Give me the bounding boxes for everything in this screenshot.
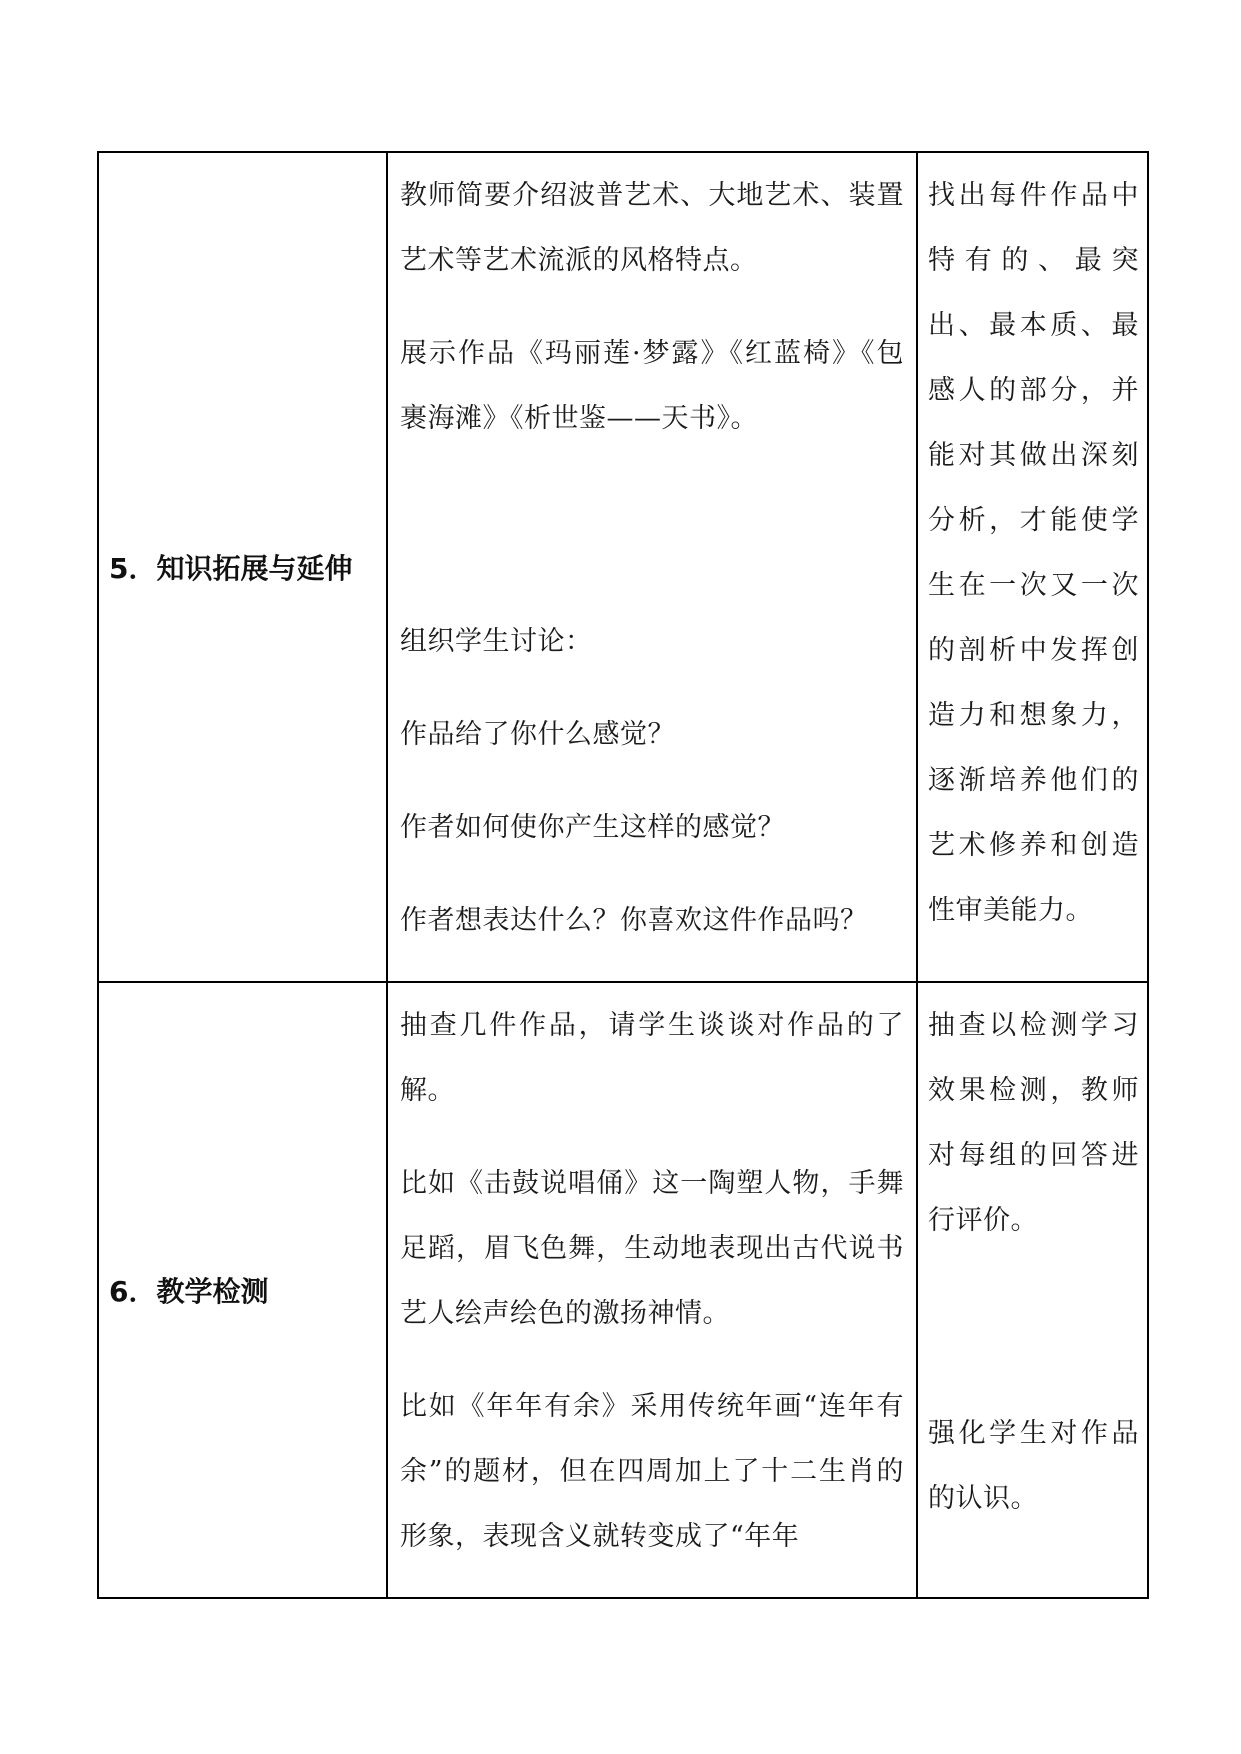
design-intent-cell [917, 982, 1148, 1598]
phase-cell [98, 152, 387, 982]
note-paragraph: 强化学生对作品的认识。 [928, 1418, 1139, 1514]
phase-label: 6．教学检测 [109, 1275, 269, 1308]
phase-label: 5．知识拓展与延伸 [109, 552, 353, 585]
lesson-plan-table [97, 151, 1149, 1599]
note-paragraph: 找出每件作品中特有的、最突出、最本质、最感人的部分，并能对其做出深刻分析，才能使学生在一次又一次的剖析中发挥创造力和想象力，逐渐培养他们的艺术修养和创造性审美能力。 [928, 180, 1139, 926]
content-paragraph: 比如《年年有余》采用传统年画“连年有余”的题材，但在四周加上了十二生肖的形象，表现含义就转变成了“年年 [400, 1391, 904, 1552]
teaching-content-cell [387, 982, 917, 1598]
phase-cell [98, 982, 387, 1598]
content-paragraph: 作者想表达什么？你喜欢这件作品吗？ [400, 905, 868, 936]
content-paragraph: 作者如何使你产生这样的感觉？ [400, 812, 785, 843]
content-paragraph: 教师简要介绍波普艺术、大地艺术、装置艺术等艺术流派的风格特点。 [400, 180, 904, 276]
table-row [98, 982, 1148, 1598]
table-row [98, 152, 1148, 982]
spacer [928, 1281, 1139, 1401]
design-intent-cell [917, 152, 1148, 982]
spacer [400, 479, 904, 609]
note-paragraph: 抽查以检测学习效果检测，教师对每组的回答进行评价。 [928, 1010, 1139, 1236]
content-paragraph: 抽查几件作品，请学生谈谈对作品的了解。 [400, 1010, 904, 1106]
content-paragraph: 作品给了你什么感觉？ [400, 719, 675, 750]
content-paragraph: 比如《击鼓说唱俑》这一陶塑人物，手舞足蹈，眉飞色舞，生动地表现出古代说书艺人绘声绘色的激扬神情。 [400, 1168, 904, 1329]
content-paragraph: 组织学生讨论： [400, 626, 593, 657]
content-paragraph: 展示作品《玛丽莲·梦露》《红蓝椅》《包裹海滩》《析世鉴——天书》。 [400, 338, 904, 434]
teaching-content-cell [387, 152, 917, 982]
